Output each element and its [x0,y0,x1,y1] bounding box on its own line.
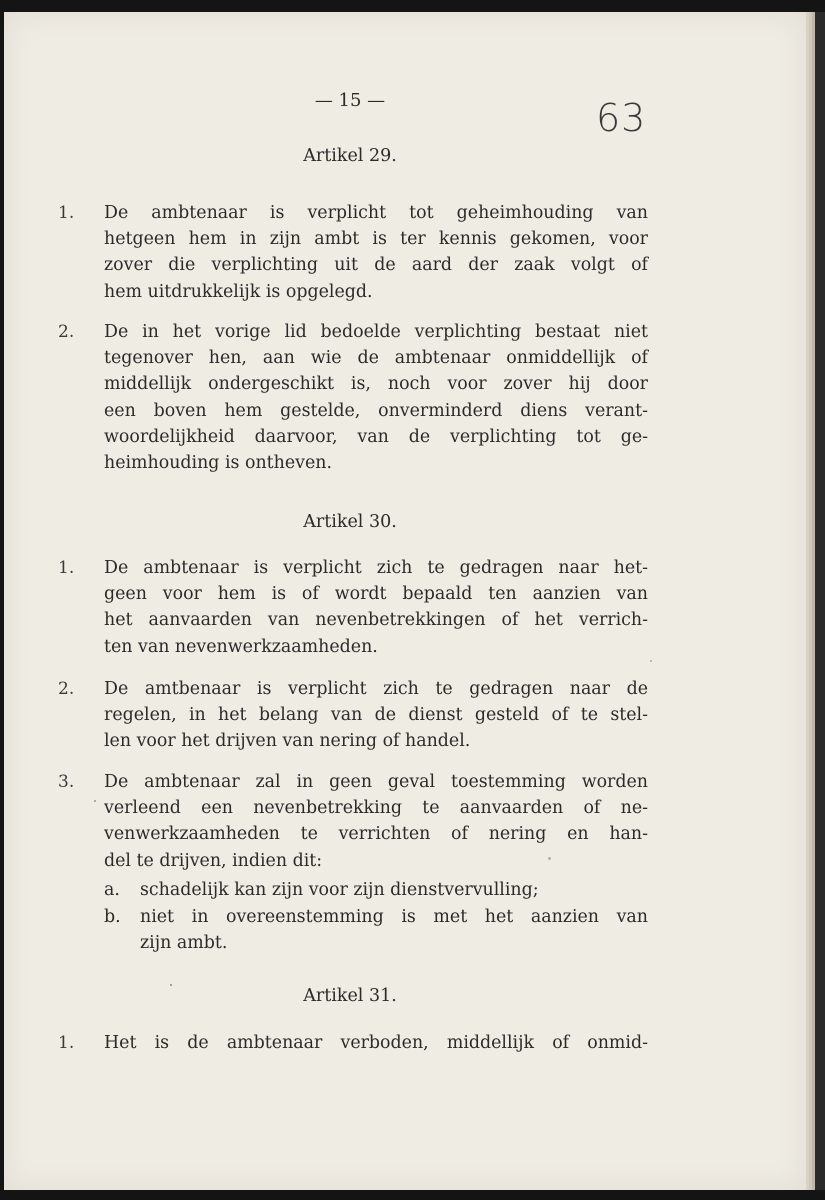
text-line: regelen, in het belang van de dienst gesteld of te stel- [104,705,648,726]
text-line: Het is de ambtenaar verboden, middellijk of onmid- [104,1033,648,1053]
scan-speck [548,857,551,860]
paragraph-number: 2. [58,679,75,699]
text-line: len voor het drijven van nering of handel. [104,731,471,752]
text-line: verleend een nevenbetrekking te aanvaarden of ne- [104,798,648,819]
paragraph-art30-1 [104,555,648,660]
text-line: De amtbenaar is verplicht zich te gedragen naar de [104,679,648,699]
scan-border [815,12,825,1190]
handwritten-page-number: 63 [596,96,647,140]
paragraph-number: 2. [58,322,75,342]
text-line: woordelijkheid daarvoor, van de verplichting tot ge- [104,426,648,447]
paragraph-number: 3. [58,772,75,792]
article-heading-31: Artikel 31. [303,986,397,1006]
text-line: del te drijven, indien dit: [104,850,323,871]
scan-speck [94,800,96,802]
text-line: geen voor hem is of wordt bepaald ten aanzien van [104,584,648,605]
paragraph-art30-2 [104,676,648,755]
text-line: De in het vorige lid bedoelde verplichting bestaat niet [104,322,648,342]
paragraph-art31-1 [104,1030,648,1056]
text-line: hetgeen hem in zijn ambt is ter kennis gekomen, voor [104,229,648,250]
text-line: venwerkzaamheden te verrichten of nering en han- [104,824,648,845]
list-item-b-continued: zijn ambt. [140,933,228,953]
text-line: tegenover hen, aan wie de ambtenaar onmiddellijk of [104,348,648,369]
paragraph-art30-3 [104,769,648,874]
paragraph-art29-1 [104,200,648,305]
text-line: De ambtenaar is verplicht tot geheimhouding van [104,203,648,223]
text-line: het aanvaarden van nevenbetrekkingen of het verrich- [104,610,648,631]
page-folio: — 15 — [314,90,386,111]
text-line: heimhouding is ontheven. [104,453,332,474]
text-line: een boven hem gestelde, onverminderd diens verant- [104,400,648,421]
list-item-b: niet in overeenstemming is met het aanzien van [140,907,648,927]
paragraph-number: 1. [58,203,75,223]
scan-speck [650,660,652,662]
list-item-a: schadelijk kan zijn voor zijn dienstvervulling; [140,880,539,900]
text-line: De ambtenaar zal in geen geval toestemming worden [104,772,648,792]
scan-speck [170,984,172,986]
paragraph-number: 1. [58,558,75,578]
article-heading-29: Artikel 29. [303,146,397,166]
text-line: middellijk ondergeschikt is, noch voor zover hij door [104,374,648,395]
text-line: zover die verplichting uit de aard der zaak volgt of [104,255,648,276]
list-item-label: a. [104,880,120,900]
paragraph-number: 1. [58,1033,75,1053]
paragraph-art29-2 [104,319,648,476]
text-line: De ambtenaar is verplicht zich te gedragen naar het- [104,558,648,578]
text-line: ten van nevenwerkzaamheden. [104,636,378,657]
list-item-label: b. [104,907,121,927]
text-line: hem uitdrukkelijk is opgelegd. [104,281,373,302]
article-heading-30: Artikel 30. [303,512,397,532]
